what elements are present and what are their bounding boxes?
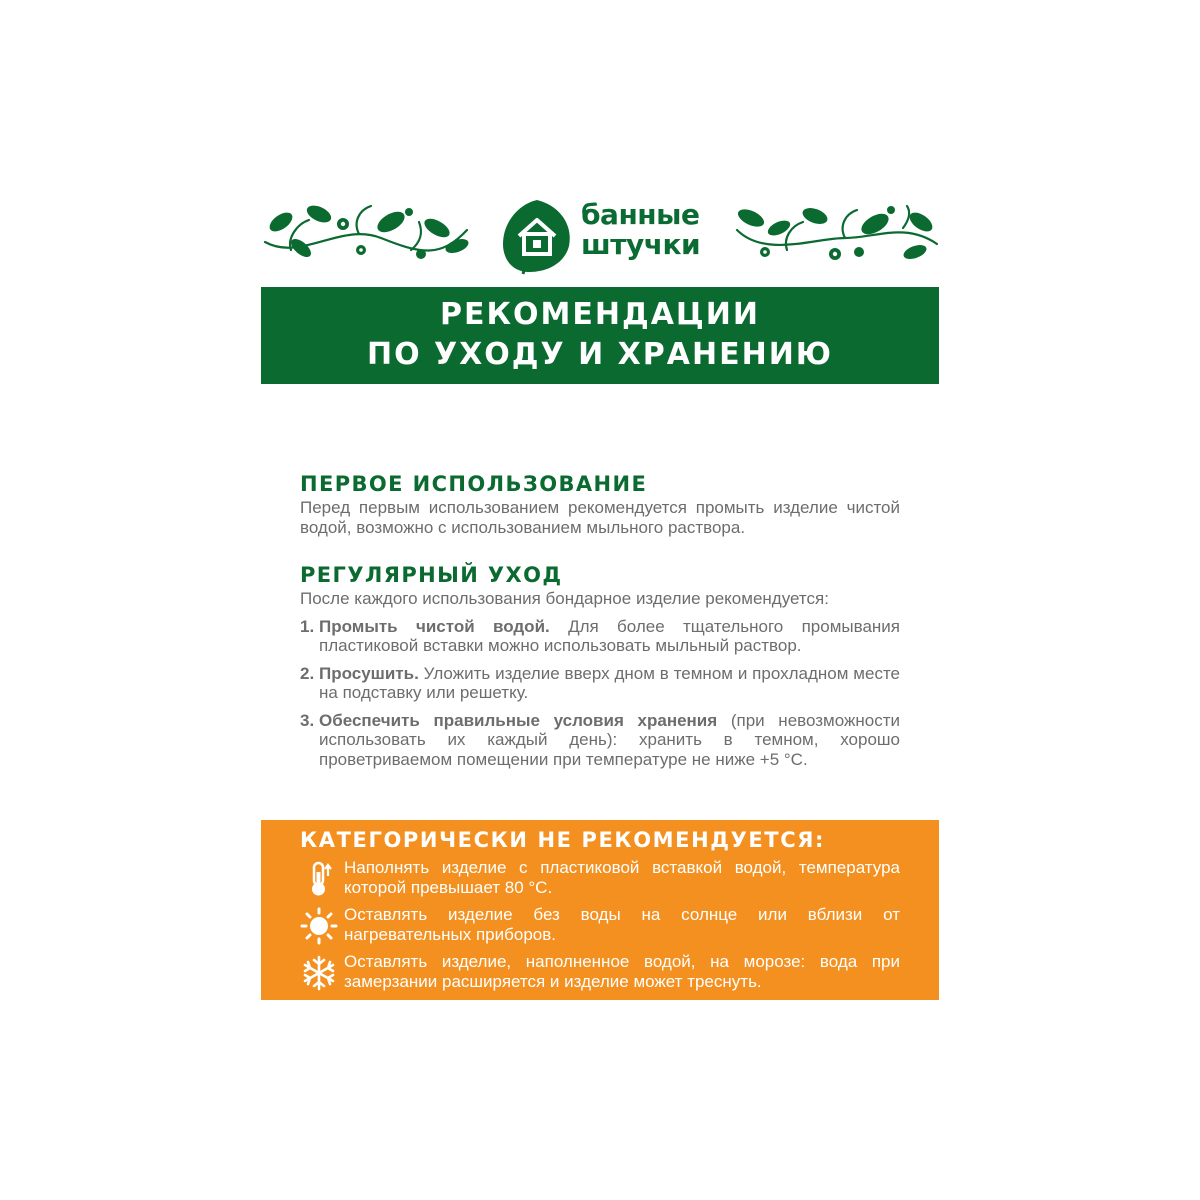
step-title: Обеспечить правильные условия хранения	[319, 710, 718, 730]
brand-name-line1: банные	[581, 198, 700, 231]
title-banner	[261, 287, 939, 384]
first-use-text: Перед первым использованием рекомендуется промыть изделие чистой водой, возможно с использованием мыльного раствора.	[300, 498, 900, 537]
first-use-section	[300, 470, 900, 537]
regular-care-section	[300, 561, 900, 769]
brand-name-line2: штучки	[581, 228, 701, 261]
step-text: Для более тщательного промывания пластиковой вставки можно использовать мыльный раствор.	[319, 616, 901, 655]
care-steps-list	[300, 617, 900, 770]
warning-text: Оставлять изделие без воды на солнце или вблизи от нагревательных приборов.	[344, 905, 900, 944]
step-title: Просушить.	[319, 663, 419, 683]
warning-heading: КАТЕГОРИЧЕСКИ НЕ РЕКОМЕНДУЕТСЯ:	[300, 828, 826, 852]
warning-item	[300, 905, 900, 944]
snowflake-icon	[300, 954, 338, 992]
warning-text: Оставлять изделие, наполненное водой, на морозе: вода при замерзании расширяется и изделие может треснуть.	[344, 952, 900, 991]
regular-care-heading: РЕГУЛЯРНЫЙ УХОД	[300, 563, 563, 587]
step-number: 3.	[300, 710, 315, 730]
warning-box	[261, 820, 939, 1000]
regular-care-intro: После каждого использования бондарное изделие рекомендуется:	[300, 589, 829, 608]
care-step	[300, 711, 900, 770]
brand-header	[261, 196, 939, 274]
sun-icon	[300, 907, 338, 945]
step-text: (при невозможности использовать их каждый день): хранить в темном, хорошо проветриваемом помещении при температуре не ниже +5 °С.	[319, 710, 900, 769]
step-text: Уложить изделие вверх дном в темном и прохладном месте на подставку или решетку.	[319, 663, 900, 702]
thermometer-icon	[300, 860, 338, 898]
care-instructions	[300, 470, 900, 777]
first-use-heading: ПЕРВОЕ ИСПОЛЬЗОВАНИЕ	[300, 472, 648, 496]
floral-ornament-icon	[261, 202, 471, 268]
care-step	[300, 664, 900, 703]
care-step	[300, 617, 900, 656]
brand-logo	[499, 196, 709, 276]
step-title: Промыть чистой водой.	[319, 616, 550, 636]
warning-text: Наполнять изделие с пластиковой вставкой водой, температура которой превышает 80 °С.	[344, 858, 900, 897]
banner-title-line2: ПО УХОДУ И ХРАНЕНИЮ	[366, 337, 834, 372]
leaf-house-icon	[499, 196, 575, 276]
step-number: 2.	[300, 663, 315, 683]
warning-item	[300, 858, 900, 897]
banner-title-line1: РЕКОМЕНДАЦИИ	[440, 297, 760, 332]
step-number: 1.	[300, 616, 315, 636]
warning-item	[300, 952, 900, 991]
floral-ornament-icon	[735, 202, 939, 268]
